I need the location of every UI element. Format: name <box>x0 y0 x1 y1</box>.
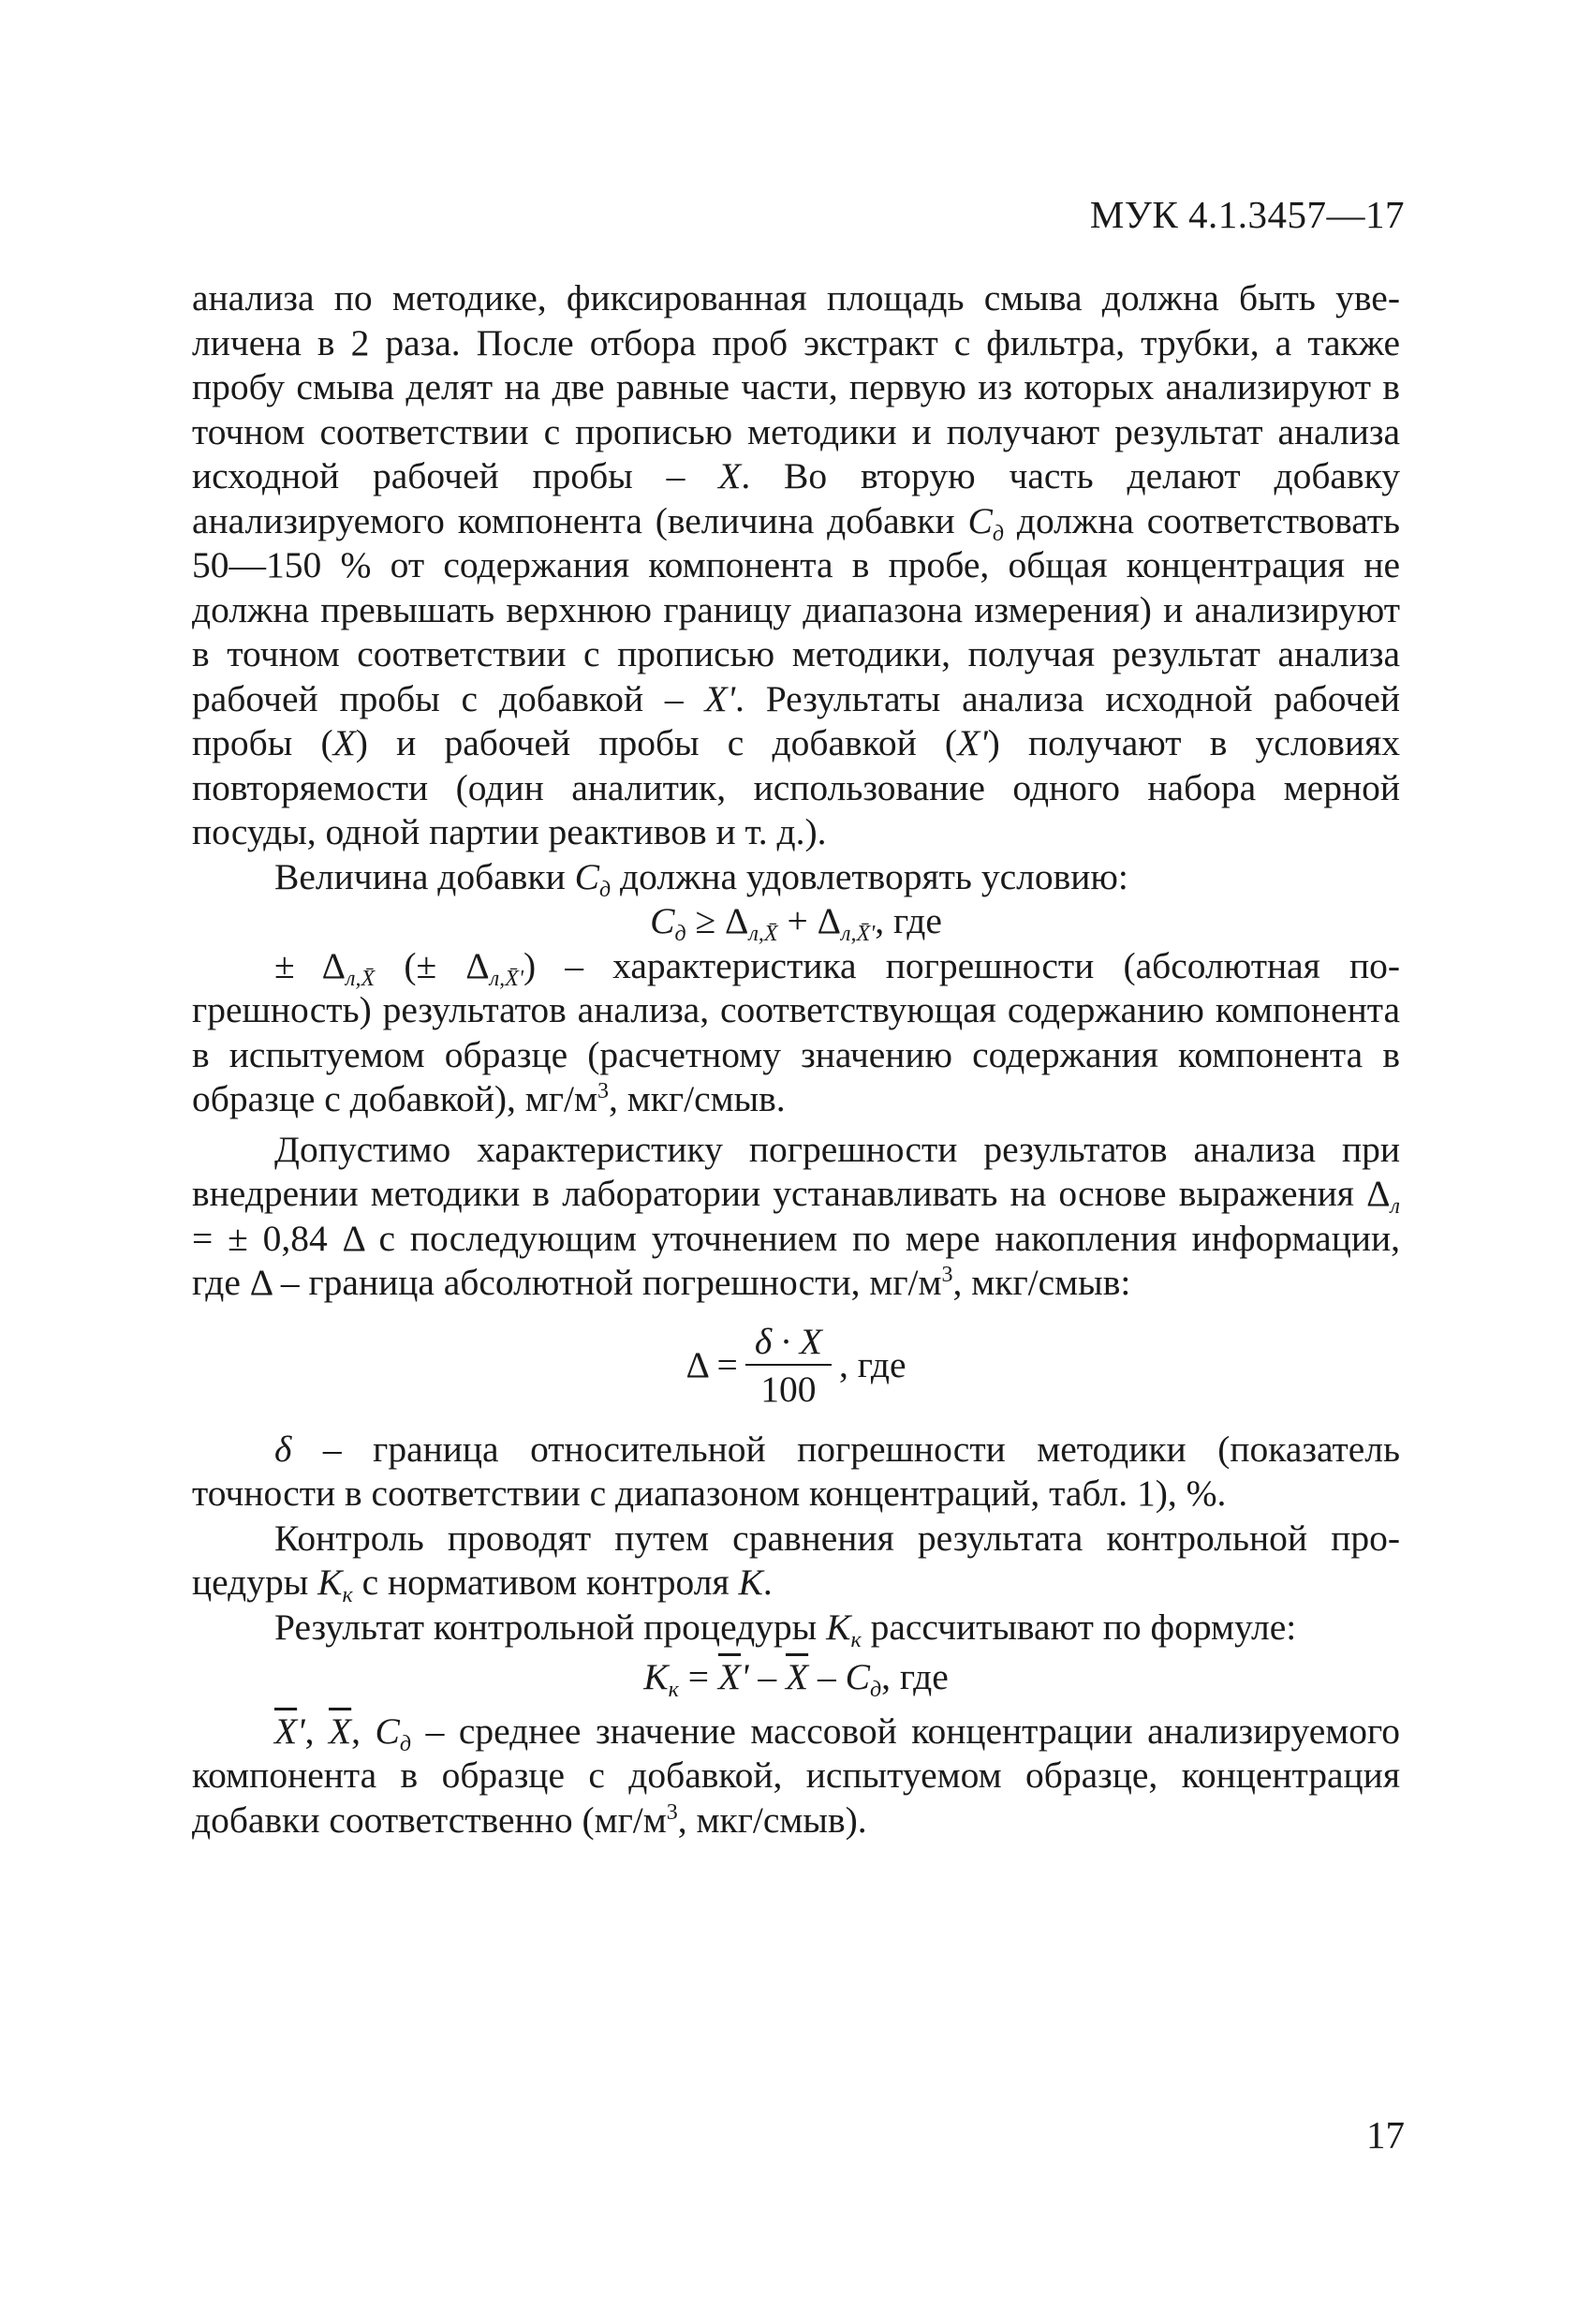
paragraph-error-characteristic: ± $\Delta_{л,X̄}$ (± $\Delta_{л,X̄'}$) – характеристика погрешности (абсолютная погрешность) результатов анализа, соответствующая содержанию компонента в испытуемом образце (расчетному значению содержания компонента в образце с добавкой), $мг/м^3$, мкг/смыв. <box>192 944 1400 1119</box>
document-code: МУК 4.1.3457—17 <box>1089 193 1405 236</box>
paragraph-control-result: Результат контрольной процедуры $K_к$ рассчитывают по формуле: <box>274 1606 1297 1652</box>
formula-additive: $C_д \ge \Delta_{л,X̄} + \Delta_{л,X̄'}$, где <box>650 900 942 946</box>
paragraph-control: Контроль проводят путем сравнения результата контрольной процедуры $K_к$ с нормативом контроля K. <box>192 1517 1400 1607</box>
paragraph-allowable: Допустимо характеристику погрешности результатов анализа при внедрении методики в лаборатории устанавливать на основе выражения $\Delta_л$ = ± 0,84 Δ с последующим уточнением по мере накопления информации, где Δ – граница абсолютной погрешности, $мг/м^3$, мкг/смыв: <box>192 1128 1400 1303</box>
paragraph-additive-condition: Величина добавки $C_д$ должна удовлетворять условию: <box>274 855 1128 902</box>
paragraph-sample-procedure: анализа по методике, фиксированная площадь смыва должна быть увеличена в 2 раза. После отбора проб экстракт с фильтра, трубки, а также пробу смыва делят на две равные части, первую из которых анализируют в точном соответствии с прописью методики и получают результат анализа исходной рабочей пробы – X. Во вторую часть делают добавку анализируемого компонента (величина добавки $C_д$ должна соответствовать 50—150 % от содержания компонента в пробе, общая концентрация не должна превышать верхнюю границу диапазона измерения) и анализируют в точном соответствии с прописью методики, получая результат анализа рабочей пробы с добавкой – X'. Результаты анализа исходной рабочей пробы (X) и рабочей пробы с добавкой (X') получают в условиях повторяемости (один аналитик, использование одного набора мерной посуды, одной партии реактивов и т. д.). <box>192 277 1401 852</box>
paragraph-delta-definition: δ – граница относительной погрешности методики (показатель точности в соответствии с диапазоном концентраций, табл. 1), %. <box>192 1428 1400 1514</box>
paragraph-variables: $\overline{X}'$, $\overline{X}$, $C_д$ – среднее значение массовой концентрации анализируемого компонента в образце с добавкой, испытуемом образце, концентрация добавки соответственно ($мг/м^3$, мкг/смыв). <box>192 1710 1400 1841</box>
page-number: 17 <box>1366 2113 1405 2156</box>
body-text <box>192 276 1400 1843</box>
formula-control: $K_к = \overline{X}' - \overline{X} - C_д$, где <box>643 1656 949 1702</box>
fraction: $\frac{\delta \cdot X}{100}$ <box>745 1321 832 1411</box>
formula-delta: Δ = $\frac{\delta \cdot X}{100}$ , где <box>685 1320 907 1410</box>
